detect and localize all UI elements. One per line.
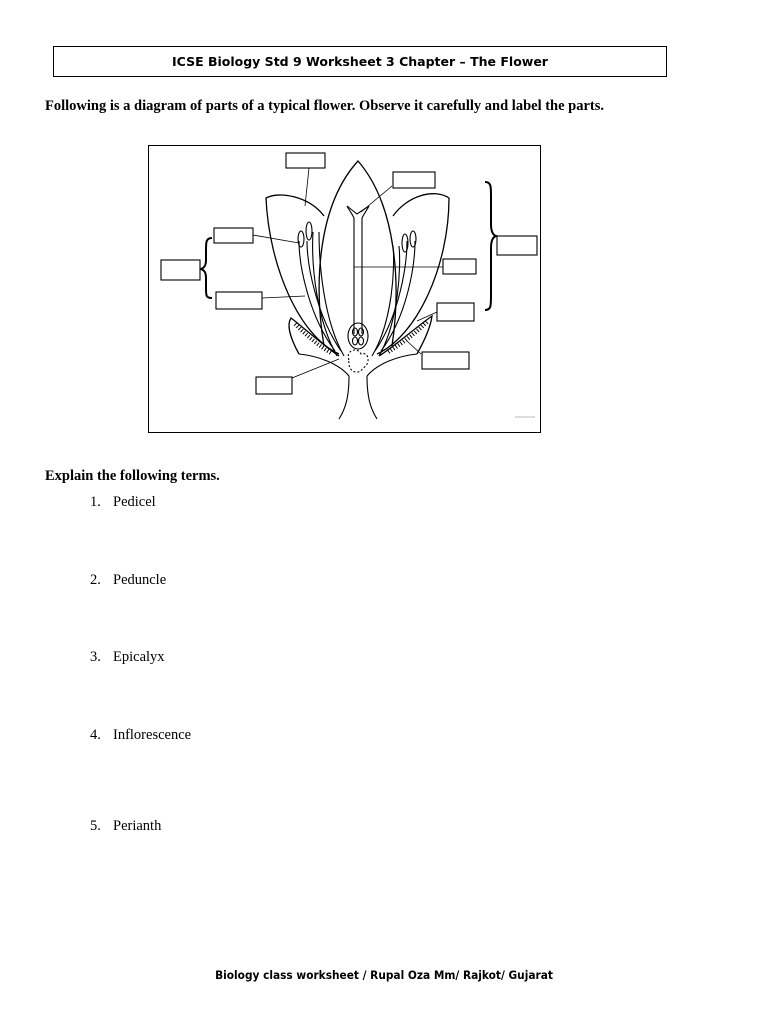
term-item	[90, 727, 191, 744]
label-box-stigma[interactable]	[393, 172, 435, 188]
term-item	[90, 649, 165, 666]
term-item	[90, 572, 166, 589]
term-number: 3.	[90, 649, 101, 665]
ovule-2	[359, 328, 364, 336]
label-box-filament[interactable]	[216, 292, 262, 309]
label-box-style[interactable]	[443, 259, 476, 274]
brace-right	[485, 182, 496, 310]
nectary	[348, 350, 368, 372]
term-number: 5.	[90, 818, 101, 834]
leader-anther	[253, 235, 299, 243]
term-number: 1.	[90, 494, 101, 510]
anther-left-1	[298, 231, 304, 247]
term-label: Inflorescence	[113, 727, 192, 743]
style-left	[347, 206, 354, 334]
ovule-3	[353, 337, 358, 345]
receptacle-right	[367, 354, 417, 376]
ovule-4	[359, 337, 364, 345]
term-label: Peduncle	[113, 572, 167, 588]
worksheet-title: ICSE Biology Std 9 Worksheet 3 Chapter – The Flower	[172, 54, 548, 69]
worksheet-title-box	[53, 46, 667, 77]
term-label: Perianth	[113, 818, 162, 834]
term-number: 2.	[90, 572, 101, 588]
diagram-instruction: Following is a diagram of parts of a typical flower. Observe it carefully and label the parts.	[45, 98, 605, 114]
sepal-right	[379, 316, 432, 356]
leader-petal	[305, 168, 309, 206]
term-number: 4.	[90, 727, 101, 743]
term-item	[90, 818, 161, 835]
label-box-sepal[interactable]	[422, 352, 469, 369]
page-footer: Biology class worksheet / Rupal Oza Mm/ Rajkot/ Gujarat	[215, 968, 553, 982]
term-label: Pedicel	[113, 494, 156, 510]
leader-sepal	[407, 341, 421, 354]
flower-illustration	[149, 146, 541, 433]
label-box-anther[interactable]	[214, 228, 253, 243]
brace-left	[201, 238, 212, 298]
stalk-left	[339, 376, 349, 419]
label-box-ovary[interactable]	[437, 303, 474, 321]
filament-right-4	[372, 246, 394, 356]
term-label: Epicalyx	[113, 649, 165, 665]
anther-right-1	[410, 231, 416, 247]
label-box-perianth[interactable]	[497, 236, 537, 255]
style-right	[362, 206, 369, 334]
label-box-receptacle[interactable]	[256, 377, 292, 394]
flower-diagram	[148, 145, 541, 433]
stigma	[347, 206, 369, 214]
ovule-1	[353, 328, 358, 336]
petal-center	[319, 161, 396, 346]
label-box-stamen[interactable]	[161, 260, 200, 280]
label-box-petal[interactable]	[286, 153, 325, 168]
stalk-right	[367, 376, 377, 419]
leader-filament	[262, 296, 305, 298]
ovary	[348, 323, 368, 349]
term-item	[90, 494, 156, 511]
leader-receptacle	[292, 359, 339, 378]
anther-left-2	[306, 222, 312, 240]
section-heading: Explain the following terms.	[45, 468, 220, 484]
